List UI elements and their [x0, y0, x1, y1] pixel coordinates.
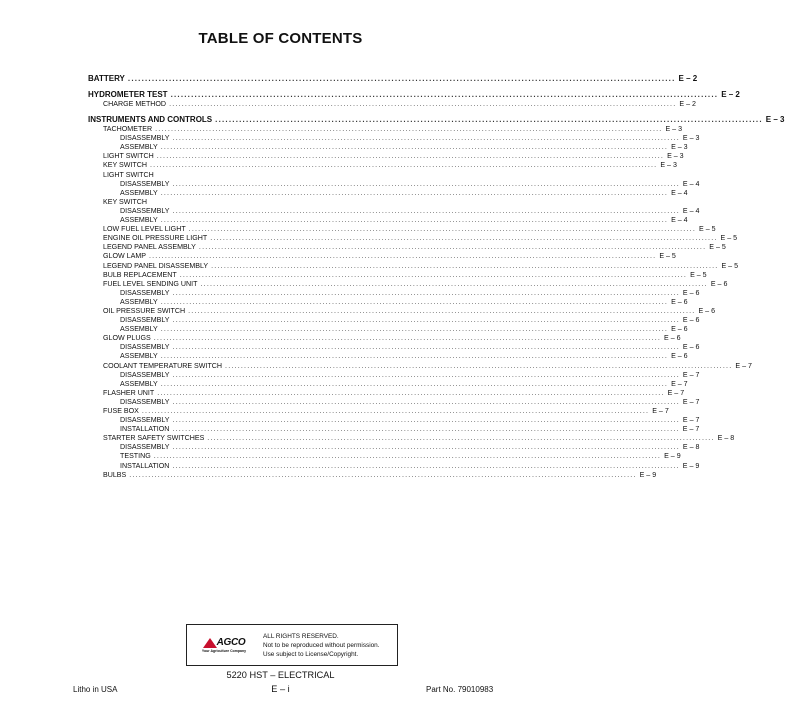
toc-leader-dots: ................................................................................................................................................................	[157, 388, 665, 397]
toc-entry	[88, 179, 700, 189]
part-number: Part No. 79010983	[426, 685, 494, 694]
toc-entry	[88, 325, 688, 334]
toc-entry	[88, 100, 696, 109]
toc-entry	[88, 206, 700, 216]
toc-entry-page: E – 5	[659, 252, 676, 261]
toc-entry-label: DISASSEMBLY	[120, 397, 170, 406]
toc-entry-label: GLOW PLUGS	[103, 334, 151, 343]
toc-entry	[88, 343, 700, 352]
toc-leader-dots: ................................................................................................................................................................	[153, 334, 662, 343]
toc-leader-dots: ................................................................................................................................................................	[155, 125, 663, 134]
toc-entry-label: DISASSEMBLY	[120, 416, 170, 425]
toc-entry-label: DISASSEMBLY	[120, 288, 170, 297]
toc-leader-dots: ................................................................................................................................................................	[172, 134, 680, 143]
rights-line: Use subject to License/Copyright.	[263, 650, 359, 658]
toc-entry-page: E – 6	[682, 343, 700, 352]
toc-entry-label: DISASSEMBLY	[120, 206, 170, 215]
agco-triangle-icon	[203, 638, 217, 648]
toc-entry-label: ASSEMBLY	[120, 297, 158, 306]
toc-entry-page: E – 3	[660, 161, 677, 170]
toc-leader-dots: ................................................................................................................................................................	[188, 225, 696, 234]
toc-entry	[88, 198, 446, 207]
toc-entry-label: INSTRUMENTS AND CONTROLS	[88, 115, 213, 125]
toc-leader-dots: ................................................................................................................................................................	[172, 397, 680, 406]
page-number: E – i	[271, 684, 290, 694]
toc-entry	[88, 316, 700, 325]
toc-entry-page: E – 6	[671, 352, 688, 361]
toc-entry	[88, 74, 698, 84]
toc-leader-dots: ................................................................................................................................................................	[172, 370, 680, 379]
toc-leader-dots: ................................................................................................................................................................	[129, 470, 637, 479]
toc-entry	[88, 90, 740, 100]
toc-entry-label: ASSEMBLY	[120, 188, 158, 197]
toc-entry	[88, 288, 700, 298]
toc-entry-label: LIGHT SWITCH	[103, 170, 154, 179]
toc-entry-label: ASSEMBLY	[120, 379, 158, 388]
logo-word: AGCO	[216, 637, 246, 648]
toc-entry	[88, 334, 681, 343]
toc-entry-page: E – 7	[682, 416, 700, 425]
logo-tagline: Your Agriculture Company	[201, 649, 247, 653]
toc-leader-dots: ................................................................................................................................................................	[156, 152, 665, 161]
toc-entry	[88, 115, 785, 125]
toc-entry	[88, 225, 716, 234]
toc-entry-page: E – 4	[682, 179, 700, 188]
toc-entry-label: DISASSEMBLY	[120, 370, 170, 379]
toc-entry-page: E – 4	[671, 188, 688, 197]
toc-leader-dots: ................................................................................................................................................................	[210, 234, 718, 243]
toc-entry-label: BULB REPLACEMENT	[103, 270, 177, 279]
toc-entry-page: E – 5	[709, 243, 726, 252]
toc-entry-page: E – 7	[682, 397, 700, 406]
agco-logo	[191, 625, 257, 665]
toc-entry-page: E – 9	[664, 452, 681, 461]
toc-entry-label: DISASSEMBLY	[120, 134, 170, 143]
toc-entry-label: ENGINE OIL PRESSURE LIGHT	[103, 234, 208, 243]
toc-entry-page: E – 7	[667, 388, 685, 397]
toc-entry-page: E – 7	[682, 425, 700, 434]
toc-leader-dots: ................................................................................................................................................................	[141, 407, 650, 415]
toc-entry-page: E – 3	[667, 152, 684, 161]
toc-entry-label: DISASSEMBLY	[120, 179, 170, 188]
toc-entry-label: ASSEMBLY	[120, 325, 158, 334]
table-of-contents	[88, 74, 785, 480]
toc-entry-page: E – 2	[678, 74, 698, 83]
toc-entry-page: E – 6	[682, 288, 700, 297]
toc-entry	[88, 434, 735, 443]
toc-leader-dots: ................................................................................................................................................................	[215, 115, 763, 125]
toc-entry	[88, 397, 700, 407]
toc-entry-page: E – 4	[671, 216, 688, 225]
toc-entry	[88, 388, 685, 398]
toc-entry-page: E – 4	[682, 206, 700, 215]
toc-entry-page: E – 3	[665, 125, 683, 134]
toc-leader-dots: ................................................................................................................................................................	[127, 74, 676, 83]
toc-entry	[88, 161, 677, 170]
toc-entry-label: FLASHER UNIT	[103, 388, 155, 397]
toc-entry	[88, 143, 688, 152]
rights-line: ALL RIGHTS RESERVED.	[263, 632, 339, 640]
toc-entry-page: E – 3	[671, 143, 688, 152]
toc-entry-label: INSTALLATION	[120, 425, 170, 434]
toc-entry	[88, 270, 707, 280]
toc-entry-page: E – 5	[699, 225, 716, 234]
toc-entry-label: LIGHT SWITCH	[103, 152, 154, 161]
toc-leader-dots: ................................................................................................................................................................	[172, 179, 680, 188]
toc-entry-label: DISASSEMBLY	[120, 316, 170, 325]
toc-entry	[88, 379, 688, 389]
toc-leader-dots: ................................................................................................................................................................	[160, 325, 669, 334]
toc-entry-page: E – 6	[671, 325, 688, 334]
toc-leader-dots: ................................................................................................................................................................	[172, 443, 680, 452]
toc-entry-label: DISASSEMBLY	[120, 443, 170, 452]
toc-entry-page: E – 8	[682, 443, 700, 452]
copyright-box	[186, 624, 398, 666]
toc-entry	[88, 352, 688, 361]
toc-entry	[88, 171, 446, 180]
toc-entry	[88, 361, 752, 371]
toc-entry-page: E – 5	[720, 234, 738, 243]
toc-leader-dots: ................................................................................................................................................................	[211, 261, 719, 270]
toc-leader-dots: ................................................................................................................................................................	[225, 361, 733, 370]
toc-entry-page: E – 6	[671, 297, 688, 306]
toc-entry-label: OIL PRESSURE SWITCH	[103, 306, 186, 315]
toc-leader-dots: ................................................................................................................................................................	[160, 216, 669, 225]
toc-entry-label: INSTALLATION	[120, 461, 170, 470]
toc-entry-label: STARTER SAFETY SWITCHES	[103, 434, 205, 443]
toc-leader-dots: ................................................................................................................................................................	[188, 306, 696, 315]
toc-entry-label: ASSEMBLY	[120, 143, 158, 152]
toc-entry-label: ASSEMBLY	[120, 216, 158, 225]
document-title: 5220 HST – ELECTRICAL	[226, 670, 335, 680]
toc-entry	[88, 125, 683, 134]
toc-leader-dots: ................................................................................................................................................................	[160, 188, 669, 197]
toc-leader-dots: ................................................................................................................................................................	[172, 316, 680, 325]
toc-entry-page: E – 9	[682, 461, 700, 470]
toc-entry-label: KEY SWITCH	[103, 197, 148, 206]
toc-entry-page: E – 3	[765, 115, 785, 125]
toc-entry-label: LEGEND PANEL ASSEMBLY	[103, 243, 196, 252]
toc-entry-label: CHARGE METHOD	[103, 100, 167, 108]
toc-entry-page: E – 5	[690, 270, 707, 279]
toc-entry-page: E – 6	[710, 279, 728, 288]
toc-leader-dots: ................................................................................................................................................................	[172, 425, 680, 434]
toc-entry	[88, 134, 700, 143]
rights-text	[263, 632, 380, 659]
toc-entry-page: E – 7	[682, 370, 700, 379]
toc-leader-dots: ................................................................................................................................................................	[150, 161, 658, 170]
toc-entry-page: E – 8	[717, 434, 735, 443]
toc-leader-dots: ................................................................................................................................................................	[172, 343, 680, 352]
page-title: TABLE OF CONTENTS	[198, 30, 363, 47]
toc-leader-dots: ................................................................................................................................................................	[172, 416, 680, 425]
toc-entry-page: E – 7	[671, 379, 688, 388]
litho-note: Litho in USA	[73, 685, 118, 694]
toc-entry	[88, 425, 700, 434]
toc-entry-page: E – 2	[721, 90, 740, 99]
toc-leader-dots: ................................................................................................................................................................	[170, 90, 719, 99]
toc-leader-dots: ................................................................................................................................................................	[200, 279, 708, 288]
toc-leader-dots: ................................................................................................................................................................	[207, 434, 715, 443]
toc-entry	[88, 216, 688, 225]
toc-entry	[88, 252, 676, 261]
toc-leader-dots: ................................................................................................................................................................	[160, 352, 669, 361]
toc-entry	[88, 306, 716, 316]
toc-entry-page: E – 3	[682, 134, 700, 143]
toc-entry	[88, 443, 700, 452]
toc-entry	[88, 243, 726, 252]
toc-entry-label: LEGEND PANEL DISASSEMBLY	[103, 261, 209, 270]
toc-entry-label: TACHOMETER	[103, 125, 153, 134]
toc-leader-dots: ................................................................................................................................................................	[160, 143, 669, 152]
toc-entry-label: BATTERY	[88, 74, 125, 83]
toc-leader-dots: ................................................................................................................................................................	[179, 270, 688, 279]
toc-entry	[88, 461, 700, 471]
toc-leader-dots: ................................................................................................................................................................	[160, 379, 669, 388]
toc-entry-page: E – 6	[698, 306, 716, 315]
toc-entry-page: E – 5	[721, 261, 739, 270]
toc-entry-label: ASSEMBLY	[120, 352, 158, 361]
toc-entry-page: E – 2	[679, 100, 696, 108]
toc-entry	[88, 297, 688, 307]
toc-leader-dots: ................................................................................................................................................................	[169, 100, 677, 108]
toc-entry-page: E – 9	[639, 470, 657, 479]
toc-entry	[88, 470, 657, 480]
toc-entry-page: E – 7	[652, 407, 669, 415]
toc-entry	[88, 407, 669, 416]
toc-leader-dots: ................................................................................................................................................................	[148, 252, 657, 261]
toc-entry-label: COOLANT TEMPERATURE SWITCH	[103, 361, 223, 370]
toc-entry-label: GLOW LAMP	[103, 252, 146, 261]
toc-entry-page: E – 6	[664, 334, 681, 343]
toc-entry-label: TESTING	[120, 452, 151, 461]
rights-line: Not to be reproduced without permission.	[263, 641, 380, 649]
toc-entry	[88, 452, 681, 461]
toc-entry	[88, 152, 684, 161]
toc-entry	[88, 234, 738, 243]
toc-entry-label: LOW FUEL LEVEL LIGHT	[103, 225, 186, 234]
toc-entry-label: FUSE BOX	[103, 407, 139, 415]
toc-leader-dots: ................................................................................................................................................................	[153, 452, 662, 461]
toc-entry	[88, 416, 700, 425]
toc-entry	[88, 370, 700, 380]
toc-leader-dots: ................................................................................................................................................................	[160, 297, 669, 306]
toc-entry-label: FUEL LEVEL SENDING UNIT	[103, 279, 198, 288]
toc-entry-label: BULBS	[103, 470, 127, 479]
toc-leader-dots: ................................................................................................................................................................	[172, 288, 680, 297]
toc-entry-label: DISASSEMBLY	[120, 343, 170, 352]
toc-entry-page: E – 6	[682, 316, 700, 325]
toc-leader-dots: ................................................................................................................................................................	[198, 243, 707, 252]
toc-entry-page: E – 7	[735, 361, 752, 370]
toc-leader-dots: ................................................................................................................................................................	[172, 206, 680, 215]
toc-entry	[88, 188, 688, 198]
toc-entry-label: KEY SWITCH	[103, 161, 148, 170]
toc-entry	[88, 261, 739, 271]
toc-entry-label: HYDROMETER TEST	[88, 90, 168, 99]
toc-entry	[88, 279, 728, 289]
toc-leader-dots: ................................................................................................................................................................	[172, 461, 680, 470]
